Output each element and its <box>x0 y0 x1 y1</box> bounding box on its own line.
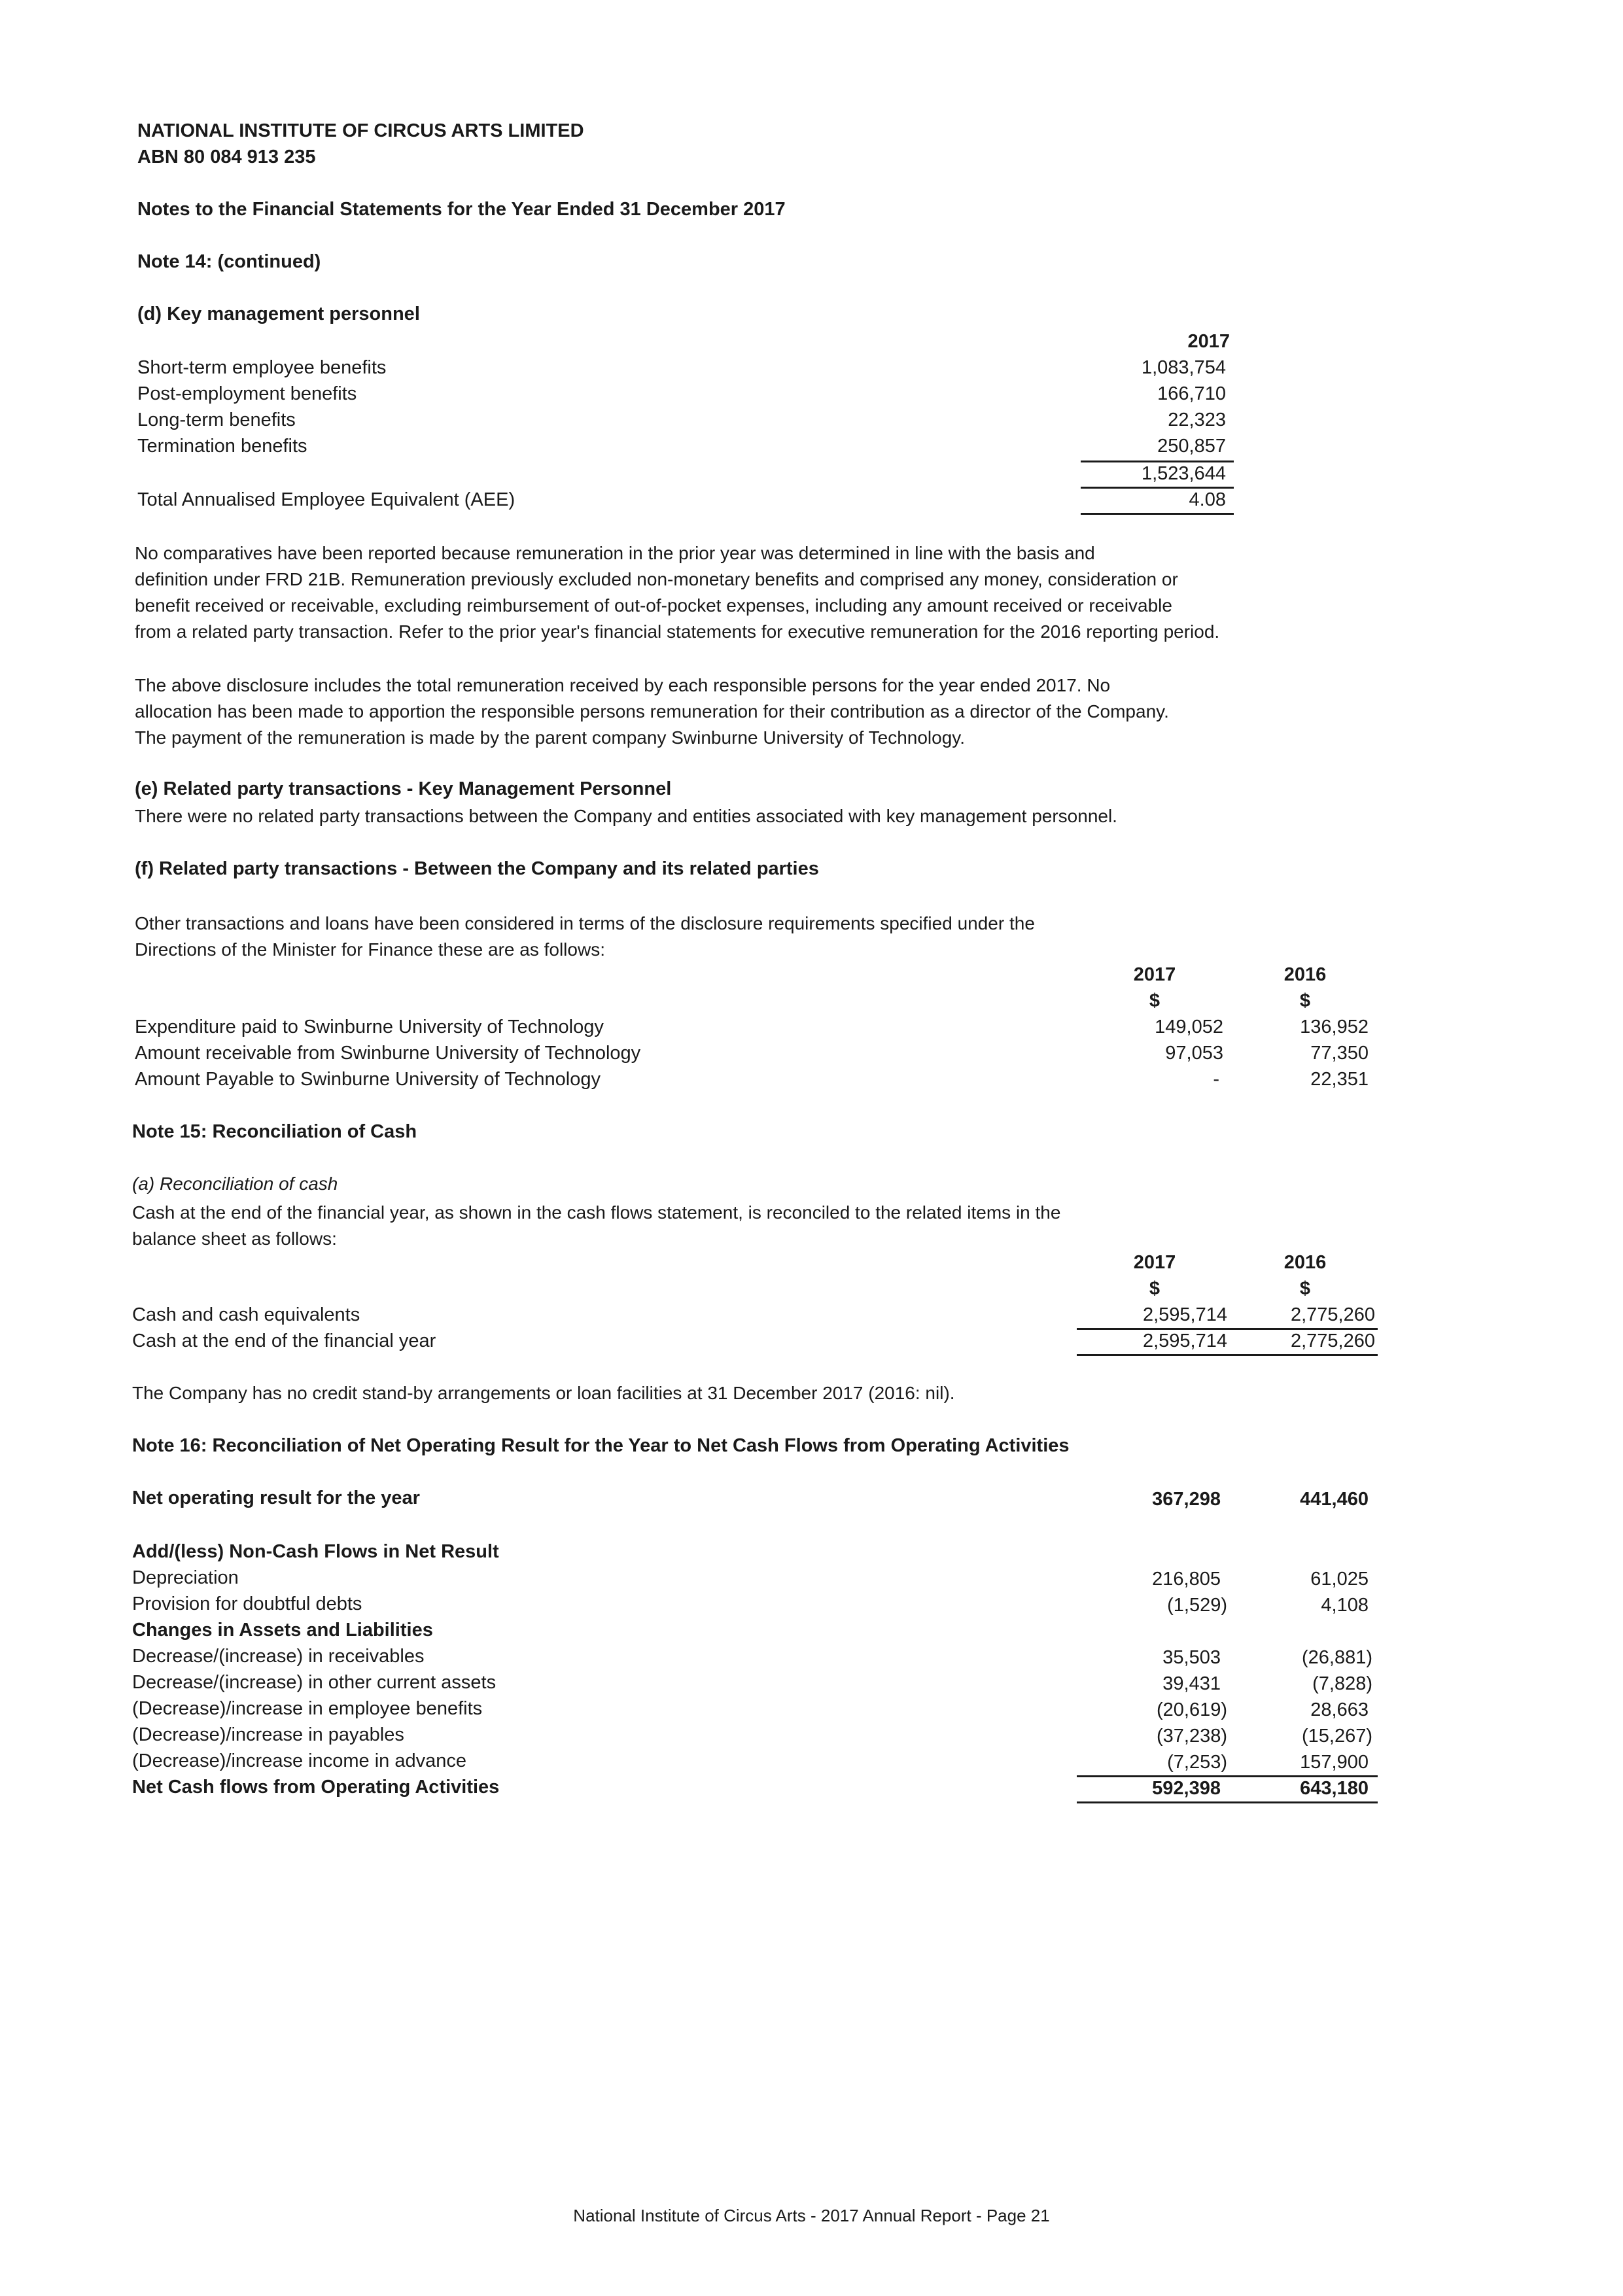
kmp-row-value: 22,323 <box>1168 409 1226 430</box>
total-cash-flows-label: Net Cash flows from Operating Activities <box>132 1777 500 1798</box>
net-result-label: Net operating result for the year <box>132 1487 420 1508</box>
aee-label: Total Annualised Employee Equivalent (AEE) <box>137 489 515 510</box>
abn: ABN 80 084 913 235 <box>137 147 316 167</box>
reconciliation-row-label: Depreciation <box>132 1567 239 1588</box>
reconciliation-row-label: Decrease/(increase) in other current assets <box>132 1672 497 1693</box>
reconciliation-value-2016: (15,267) <box>1301 1726 1372 1747</box>
kmp-total-rule <box>1081 487 1234 489</box>
kmp-row-label: Long-term benefits <box>137 409 296 430</box>
total-cash-flows-2016: 643,180 <box>1300 1778 1369 1799</box>
col-currency-2017: $ <box>1149 990 1161 1011</box>
col-currency-2016: $ <box>1299 990 1311 1011</box>
related-party-value-2017: - <box>1213 1069 1219 1090</box>
reconciliation-value-2016: (26,881) <box>1301 1647 1372 1668</box>
aee-rule <box>1081 513 1234 515</box>
related-party-value-2016: 136,952 <box>1300 1017 1369 1037</box>
paragraph-line: Other transactions and loans have been considered in terms of the disclosure requirements specified under the <box>135 913 1035 933</box>
reconciliation-value-2016: 157,900 <box>1300 1752 1369 1773</box>
kmp-row-label: Short-term employee benefits <box>137 357 387 378</box>
reconciliation-row-label: Decrease/(increase) in receivables <box>132 1646 425 1667</box>
reconciliation-total-rule-2017 <box>1077 1801 1231 1803</box>
cash-rule-2016 <box>1229 1354 1378 1356</box>
related-party-value-2016: 77,350 <box>1310 1043 1369 1064</box>
aee-value: 4.08 <box>1189 489 1226 510</box>
reconciliation-row-label: (Decrease)/increase in payables <box>132 1724 404 1745</box>
col-year-2017: 2017 <box>1133 964 1176 985</box>
cash-rule-2017 <box>1077 1354 1231 1356</box>
total-cash-flows-2017: 592,398 <box>1152 1778 1221 1799</box>
related-party-row-label: Expenditure paid to Swinburne University of Technology <box>135 1017 604 1037</box>
note15-paragraph <box>132 1200 1060 1252</box>
paragraph-line: definition under FRD 21B. Remuneration previously excluded non-monetary benefits and comprised any money, consideration or <box>135 569 1178 589</box>
reconciliation-rule-2017 <box>1077 1775 1231 1777</box>
note14-heading: Note 14: (continued) <box>137 251 321 272</box>
related-party-row-label: Amount Payable to Swinburne University of Technology <box>135 1069 601 1090</box>
cash-row-label: Cash and cash equivalents <box>132 1304 360 1325</box>
kmp-row-value: 250,857 <box>1157 436 1226 457</box>
note15-footnote: The Company has no credit stand-by arrangements or loan facilities at 31 December 2017 (2016: nil). <box>132 1383 955 1403</box>
col-currency-2016: $ <box>1299 1278 1311 1299</box>
net-result-2017: 367,298 <box>1152 1489 1221 1510</box>
cash-value-2017: 2,595,714 <box>1142 1304 1227 1325</box>
reconciliation-value-2017: (1,529) <box>1167 1595 1227 1616</box>
reconciliation-total-rule-2016 <box>1229 1801 1378 1803</box>
related-party-row-label: Amount receivable from Swinburne University of Technology <box>135 1043 641 1064</box>
paragraph-line: allocation has been made to apportion the responsible persons remuneration for their contribution as a director of the Company. <box>135 701 1169 722</box>
paragraph-line: balance sheet as follows: <box>132 1228 337 1249</box>
reconciliation-value-2017: 35,503 <box>1162 1647 1221 1668</box>
note14d-heading: (d) Key management personnel <box>137 304 420 324</box>
cash-value-2016: 2,775,260 <box>1290 1331 1375 1351</box>
note14d-year: 2017 <box>1187 331 1230 352</box>
paragraph-line: Cash at the end of the financial year, as shown in the cash flows statement, is reconciled to the related items in the <box>132 1202 1061 1223</box>
company-name: NATIONAL INSTITUTE OF CIRCUS ARTS LIMITED <box>137 120 584 141</box>
reconciliation-value-2016: 4,108 <box>1321 1595 1369 1616</box>
col-year-2017: 2017 <box>1133 1252 1176 1273</box>
note15-heading: Note 15: Reconciliation of Cash <box>132 1121 417 1142</box>
paragraph-line: The payment of the remuneration is made by the parent company Swinburne University of Technology. <box>135 727 965 748</box>
kmp-row-value: 166,710 <box>1157 383 1226 404</box>
reconciliation-value-2017: 216,805 <box>1152 1569 1221 1590</box>
paragraph-line: The above disclosure includes the total remuneration received by each responsible persons for the year ended 2017. No <box>135 675 1111 695</box>
reconciliation-value-2016: (7,828) <box>1312 1673 1372 1694</box>
reconciliation-value-2016: 61,025 <box>1310 1569 1369 1590</box>
reconciliation-value-2017: (37,238) <box>1156 1726 1227 1747</box>
kmp-row-label: Termination benefits <box>137 436 307 457</box>
reconciliation-row-label: (Decrease)/increase in employee benefits <box>132 1698 483 1719</box>
kmp-paragraph-2 <box>135 672 1169 751</box>
note14f-paragraph <box>135 911 1035 963</box>
page-footer: National Institute of Circus Arts - 2017 Annual Report - Page 21 <box>573 2206 1050 2225</box>
kmp-subtotal-rule <box>1081 461 1234 462</box>
note14f-heading: (f) Related party transactions - Between the Company and its related parties <box>135 858 819 879</box>
kmp-row-label: Post-employment benefits <box>137 383 357 404</box>
cash-rule-2016 <box>1229 1328 1378 1330</box>
reconciliation-row-label: (Decrease)/increase income in advance <box>132 1750 466 1771</box>
reconciliation-value-2017: (7,253) <box>1167 1752 1227 1773</box>
reconciliation-value-2017: (20,619) <box>1156 1699 1227 1720</box>
related-party-value-2016: 22,351 <box>1310 1069 1369 1090</box>
net-result-2016: 441,460 <box>1300 1489 1369 1510</box>
col-year-2016: 2016 <box>1283 1252 1327 1273</box>
changes-heading: Changes in Assets and Liabilities <box>132 1620 433 1641</box>
related-party-value-2017: 97,053 <box>1165 1043 1223 1064</box>
cash-rule-2017 <box>1077 1328 1231 1330</box>
reconciliation-rule-2016 <box>1229 1775 1378 1777</box>
cash-row-label: Cash at the end of the financial year <box>132 1331 436 1351</box>
cash-value-2017: 2,595,714 <box>1142 1331 1227 1351</box>
paragraph-line: benefit received or receivable, excluding reimbursement of out-of-pocket expenses, including any amount received or receivable <box>135 595 1172 616</box>
cash-value-2016: 2,775,260 <box>1290 1304 1375 1325</box>
page-subtitle: Notes to the Financial Statements for the Year Ended 31 December 2017 <box>137 199 786 220</box>
reconciliation-row-label: Provision for doubtful debts <box>132 1593 362 1614</box>
col-year-2016: 2016 <box>1283 964 1327 985</box>
kmp-paragraph-1 <box>135 540 1219 645</box>
kmp-total: 1,523,644 <box>1141 463 1226 484</box>
note14e-heading: (e) Related party transactions - Key Management Personnel <box>135 778 672 799</box>
col-currency-2017: $ <box>1149 1278 1161 1299</box>
paragraph-line: Directions of the Minister for Finance these are as follows: <box>135 939 605 960</box>
related-party-value-2017: 149,052 <box>1155 1017 1223 1037</box>
note15-subheading: (a) Reconciliation of cash <box>132 1174 338 1194</box>
paragraph-line: from a related party transaction. Refer to the prior year's financial statements for executive remuneration for the 2016 reporting period. <box>135 621 1220 642</box>
kmp-row-value: 1,083,754 <box>1141 357 1226 378</box>
note16-heading: Note 16: Reconciliation of Net Operating Result for the Year to Net Cash Flows from Operating Activities <box>132 1435 1070 1456</box>
reconciliation-value-2016: 28,663 <box>1310 1699 1369 1720</box>
noncash-heading: Add/(less) Non-Cash Flows in Net Result <box>132 1541 499 1562</box>
reconciliation-value-2017: 39,431 <box>1162 1673 1221 1694</box>
paragraph-line: No comparatives have been reported because remuneration in the prior year was determined in line with the basis and <box>135 543 1095 563</box>
note14e-text: There were no related party transactions between the Company and entities associated with key management personnel. <box>135 806 1117 826</box>
